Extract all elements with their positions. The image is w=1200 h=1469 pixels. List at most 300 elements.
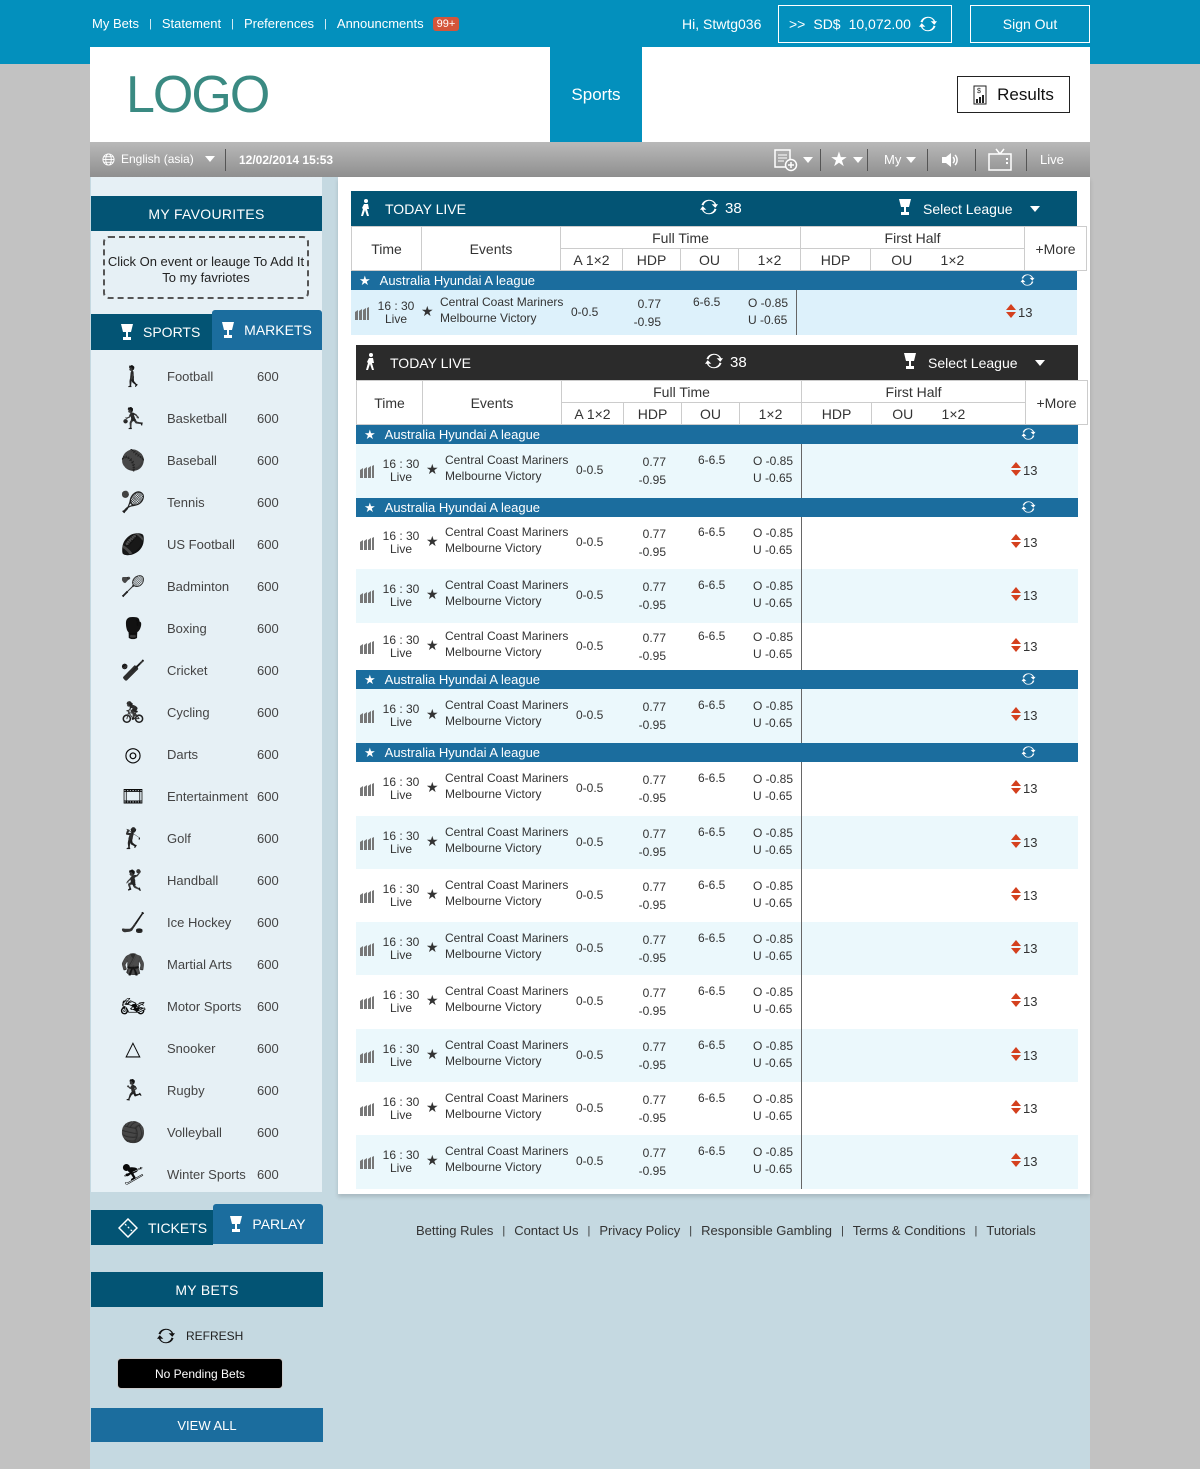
hdp-home-odds[interactable]: 0.77 (642, 630, 666, 645)
live-count-refresh[interactable] (704, 352, 747, 374)
results-chart-icon (973, 85, 987, 105)
hdp-home-odds[interactable]: 0.77 (642, 879, 666, 894)
my-dropdown[interactable] (884, 142, 916, 177)
footer-link-terms-conditions[interactable]: Terms & Conditions (852, 1223, 966, 1238)
over-odds[interactable]: O -0.85 (753, 699, 794, 713)
match-status: Live (389, 1054, 412, 1069)
tab-label: MARKETS (244, 322, 312, 338)
sidebar-item-cricket[interactable] (91, 649, 322, 691)
refresh-icon[interactable] (1020, 273, 1035, 290)
stats-icon[interactable] (359, 835, 375, 854)
divider (975, 149, 976, 171)
favourite-star-icon[interactable]: ★ (426, 636, 439, 653)
trophy-icon (230, 1216, 242, 1232)
favourite-star-icon[interactable]: ★ (426, 992, 439, 1008)
more-count: 13 (1023, 535, 1038, 550)
hdp-away-odds[interactable]: -0.95 (638, 844, 666, 859)
home-team[interactable]: Central Coast Mariners (440, 294, 564, 309)
match-time (375, 300, 417, 326)
over-odds[interactable]: O -0.85 (753, 526, 794, 540)
col-time: Time (357, 381, 423, 425)
away-team[interactable]: Melbourne Victory (445, 840, 542, 855)
away-team[interactable]: Melbourne Victory (445, 946, 542, 961)
hdp-home-odds[interactable]: 0.77 (642, 1092, 666, 1107)
sport-count: 600 (257, 494, 279, 510)
separator: | (689, 1224, 693, 1237)
walker-icon (364, 353, 378, 374)
teams (445, 452, 568, 484)
league-name: Australia Hyundai A league (379, 273, 536, 288)
sidebar-item-rugby[interactable] (91, 1069, 322, 1111)
match-row (356, 1082, 1078, 1135)
my-label: My (884, 152, 902, 167)
under-odds[interactable]: U -0.65 (753, 646, 793, 661)
stats-icon[interactable] (359, 1154, 375, 1173)
kickoff-time: 16 : 30 (382, 1148, 420, 1162)
home-team[interactable]: Central Coast Mariners (445, 984, 569, 998)
col-full-time: Full Time (562, 381, 802, 403)
ice-hockey-icon: 🏒 (120, 910, 146, 934)
over-odds[interactable]: O -0.85 (753, 454, 794, 468)
favourite-star-icon[interactable]: ★ (426, 938, 439, 955)
away-team[interactable]: Melbourne Victory (445, 714, 542, 728)
sidebar-item-entertainment[interactable] (91, 775, 322, 817)
star-icon[interactable]: ★ (364, 671, 376, 687)
add-bet-slip-dropdown[interactable] (774, 142, 813, 177)
nav-my-bets[interactable]: My Bets (92, 16, 139, 31)
sidebar-item-ice-hockey[interactable] (91, 901, 322, 943)
match-status: Live (389, 715, 412, 729)
sidebar-item-badminton[interactable] (91, 565, 322, 607)
sidebar-item-golf[interactable] (91, 817, 322, 859)
league-row[interactable] (356, 670, 1078, 689)
ou-odds (753, 1091, 793, 1125)
refresh-icon[interactable] (1021, 500, 1036, 517)
home-team[interactable]: Central Coast Mariners (445, 525, 569, 539)
match-status: Live (384, 311, 407, 326)
sidebar-item-martial-arts[interactable] (91, 943, 322, 985)
col-fh-1x2: 1×2 (934, 403, 1026, 425)
match-row (356, 444, 1078, 498)
stats-icon[interactable] (354, 305, 370, 324)
home-team[interactable]: Central Coast Mariners (445, 930, 569, 945)
footer-link-contact-us[interactable]: Contact Us (514, 1223, 579, 1238)
up-down-icon (1011, 587, 1021, 604)
sidebar-item-basketball[interactable] (91, 397, 322, 439)
hdp-home-odds[interactable]: 0.77 (642, 1039, 666, 1054)
results-label: Results (997, 84, 1054, 104)
teams (445, 824, 568, 856)
tab-sports[interactable]: Sports (550, 47, 642, 142)
divider (927, 149, 928, 171)
kickoff-time: 16 : 30 (382, 529, 420, 543)
chevron-down-icon (906, 157, 916, 163)
under-odds[interactable]: U -0.65 (748, 312, 788, 327)
stats-icon[interactable] (359, 888, 375, 907)
sport-count: 600 (257, 1082, 279, 1098)
over-odds[interactable]: O -0.85 (753, 579, 794, 593)
match-row (356, 569, 1078, 623)
sidebar-item-tennis[interactable] (91, 481, 322, 523)
odds-table-header (356, 380, 1088, 425)
block-title: TODAY LIVE (390, 354, 471, 371)
col-fh-hdp: HDP (801, 249, 871, 271)
teams (445, 1037, 568, 1069)
favourite-star-icon[interactable]: ★ (426, 779, 439, 795)
hdp-home-odds[interactable]: 0.77 (642, 700, 666, 714)
chevron-down-icon (853, 157, 863, 163)
more-markets-button[interactable]: +More (1025, 227, 1087, 271)
ou-line: 6-6.5 (698, 1090, 726, 1105)
under-odds[interactable]: U -0.65 (753, 1108, 793, 1123)
more-markets-count[interactable] (1011, 993, 1037, 1010)
col-ft-ou: OU (681, 249, 739, 271)
under-odds[interactable]: U -0.65 (753, 948, 793, 963)
over-odds[interactable]: O -0.85 (753, 825, 794, 840)
sidebar-item-snooker[interactable] (91, 1027, 322, 1069)
live-button[interactable]: Live (1040, 152, 1064, 167)
hdp-line: 0-0.5 (576, 638, 604, 653)
match-status: Live (389, 841, 412, 856)
match-row (356, 816, 1078, 869)
tab-tickets[interactable] (118, 1210, 207, 1245)
favourite-star-icon[interactable]: ★ (426, 1045, 439, 1062)
sport-name: Rugby (167, 1082, 205, 1098)
column-divider (801, 922, 802, 975)
refresh-icon (156, 1327, 176, 1345)
league-row[interactable] (356, 498, 1078, 517)
league-row[interactable] (356, 425, 1078, 444)
hdp-away-odds[interactable]: -0.95 (638, 598, 666, 612)
over-odds[interactable]: O -0.85 (753, 1038, 794, 1053)
away-team[interactable]: Melbourne Victory (445, 594, 542, 608)
hdp-home-odds[interactable]: 0.77 (642, 826, 666, 841)
sound-toggle[interactable] (940, 142, 960, 177)
hdp-home-odds[interactable]: 0.77 (642, 773, 666, 787)
match-time (380, 1043, 422, 1069)
sport-count: 600 (257, 578, 279, 594)
chevron-down-icon (1035, 360, 1045, 366)
over-odds[interactable]: O -0.85 (753, 772, 794, 786)
hdp-odds (636, 1091, 666, 1127)
star-icon[interactable]: ★ (364, 499, 376, 515)
nav-statement[interactable]: Statement (161, 16, 222, 31)
favourite-star-icon[interactable]: ★ (426, 1152, 439, 1168)
more-count: 13 (1023, 940, 1038, 956)
more-markets-count[interactable] (1011, 1047, 1037, 1064)
sidebar-item-motor-sports[interactable] (91, 985, 322, 1027)
more-count: 13 (1023, 834, 1038, 850)
favourite-star-icon[interactable]: ★ (421, 302, 434, 319)
footer-link-responsible-gambling[interactable]: Responsible Gambling (701, 1223, 832, 1238)
ou-line: 6-6.5 (698, 698, 726, 712)
over-odds[interactable]: O -0.85 (753, 985, 794, 999)
footer-link-tutorials[interactable]: Tutorials (986, 1223, 1036, 1238)
more-markets-count[interactable] (1006, 304, 1032, 321)
more-markets-count[interactable] (1011, 462, 1037, 479)
home-team[interactable]: Central Coast Mariners (445, 453, 569, 467)
over-odds[interactable]: O -0.85 (753, 1145, 794, 1159)
tab-markets[interactable] (212, 310, 322, 350)
up-down-icon (1011, 940, 1021, 957)
ou-odds (753, 629, 793, 663)
under-odds[interactable]: U -0.65 (753, 1002, 793, 1016)
under-odds[interactable]: U -0.65 (753, 895, 793, 910)
hdp-odds (636, 578, 666, 614)
home-team[interactable]: Central Coast Mariners (445, 1090, 569, 1105)
stats-icon[interactable] (359, 535, 375, 554)
refresh-icon (704, 352, 724, 374)
trophy-icon (904, 353, 916, 372)
match-time (380, 776, 422, 802)
over-odds[interactable]: O -0.85 (753, 1091, 794, 1106)
sport-name: Handball (167, 872, 219, 888)
sidebar-item-handball[interactable] (91, 859, 322, 901)
hdp-away-odds[interactable]: -0.95 (638, 950, 666, 965)
star-icon[interactable]: ★ (364, 744, 376, 760)
sports-markets-tabs (91, 314, 322, 350)
under-odds[interactable]: U -0.65 (753, 596, 793, 610)
basketball-icon: ⛹ (120, 406, 146, 430)
stats-icon[interactable] (359, 781, 375, 800)
sport-count: 600 (257, 368, 279, 384)
hdp-home-odds[interactable]: 0.77 (637, 296, 661, 311)
up-down-icon (1011, 834, 1021, 851)
tab-sports-list[interactable] (121, 314, 200, 350)
hdp-line: 0-0.5 (576, 940, 604, 955)
match-status: Live (389, 645, 412, 660)
sport-count: 600 (257, 662, 279, 678)
ou-line: 6-6.5 (698, 877, 726, 892)
hdp-away-odds[interactable]: -0.95 (638, 1164, 666, 1178)
stats-icon[interactable] (359, 1101, 375, 1120)
sidebar-item-us-football[interactable] (91, 523, 322, 565)
hdp-odds (636, 878, 666, 914)
home-team[interactable]: Central Coast Mariners (445, 578, 569, 592)
balance-button[interactable] (778, 5, 952, 43)
motor-sports-icon: 🏍 (120, 994, 146, 1018)
stats-icon[interactable] (359, 639, 375, 658)
sport-name: Boxing (167, 620, 207, 636)
sport-name: US Football (167, 536, 235, 552)
hdp-away-odds[interactable]: -0.95 (638, 791, 666, 805)
favourites-dropdown[interactable] (830, 142, 863, 177)
ou-line: 6-6.5 (698, 824, 726, 839)
home-team[interactable]: Central Coast Mariners (445, 877, 569, 892)
league-row[interactable] (351, 271, 1077, 290)
favourite-star-icon[interactable]: ★ (426, 586, 439, 602)
hdp-home-odds[interactable]: 0.77 (642, 932, 666, 947)
away-team[interactable]: Melbourne Victory (445, 1106, 542, 1121)
select-league-label: Select League (928, 354, 1018, 371)
more-markets-count[interactable] (1011, 638, 1037, 655)
under-odds[interactable]: U -0.65 (753, 789, 793, 803)
star-icon[interactable]: ★ (364, 426, 376, 442)
home-team[interactable]: Central Coast Mariners (445, 824, 569, 839)
hdp-away-odds[interactable]: -0.95 (638, 897, 666, 912)
col-ft-ou: OU (682, 403, 740, 425)
hdp-odds (636, 629, 666, 665)
more-markets-count[interactable] (1011, 780, 1037, 797)
sign-out-button[interactable]: Sign Out (970, 5, 1090, 43)
more-count: 13 (1023, 588, 1038, 603)
language-select[interactable] (102, 152, 215, 166)
favourite-star-icon[interactable]: ★ (426, 533, 439, 549)
column-divider (801, 1029, 802, 1082)
teams (445, 524, 568, 556)
more-markets-count[interactable] (1011, 1100, 1037, 1117)
over-odds[interactable]: O -0.85 (753, 629, 794, 644)
no-pending-bets: No Pending Bets (117, 1358, 283, 1389)
league-name: Australia Hyundai A league (384, 745, 541, 760)
hdp-home-odds[interactable]: 0.77 (642, 580, 666, 594)
under-odds[interactable]: U -0.65 (753, 716, 793, 730)
sidebar-item-cycling[interactable] (91, 691, 322, 733)
hdp-home-odds[interactable]: 0.77 (642, 527, 666, 541)
sidebar-item-baseball[interactable] (91, 439, 322, 481)
stats-icon[interactable] (359, 463, 375, 482)
chevron-down-icon (205, 156, 215, 162)
hdp-home-odds[interactable]: 0.77 (642, 1146, 666, 1160)
more-markets-count[interactable] (1011, 834, 1037, 851)
stats-icon[interactable] (359, 941, 375, 960)
tv-button[interactable] (988, 142, 1012, 177)
select-league-dropdown[interactable] (899, 199, 1040, 218)
hdp-away-odds[interactable]: -0.95 (638, 648, 666, 663)
sport-name: Baseball (167, 452, 217, 468)
football-icon: 🚶 (120, 364, 146, 388)
view-all-button[interactable]: VIEW ALL (91, 1408, 323, 1442)
away-team[interactable]: Melbourne Victory (440, 310, 537, 325)
away-team[interactable]: Melbourne Victory (445, 469, 542, 483)
footer-link-betting-rules[interactable]: Betting Rules (416, 1223, 494, 1238)
home-team[interactable]: Central Coast Mariners (445, 628, 569, 643)
favourite-star-icon[interactable]: ★ (426, 706, 439, 722)
results-button[interactable] (957, 76, 1070, 113)
hdp-away-odds[interactable]: -0.95 (638, 1004, 666, 1018)
under-odds[interactable]: U -0.65 (753, 1055, 793, 1070)
star-icon: ★ (830, 149, 848, 171)
stats-icon[interactable] (359, 1048, 375, 1067)
hdp-line: 0-0.5 (576, 463, 604, 477)
home-team[interactable]: Central Coast Mariners (445, 698, 569, 712)
under-odds[interactable]: U -0.65 (753, 543, 793, 557)
favourite-star-icon[interactable]: ★ (426, 885, 439, 902)
live-count-refresh[interactable] (699, 198, 742, 220)
away-team[interactable]: Melbourne Victory (445, 541, 542, 555)
hdp-away-odds[interactable]: -0.95 (638, 545, 666, 559)
logo[interactable]: LOGO (126, 66, 269, 124)
refresh-button[interactable] (156, 1327, 243, 1345)
refresh-icon[interactable] (1021, 745, 1036, 762)
more-markets-count[interactable] (1011, 707, 1037, 724)
refresh-icon[interactable] (1021, 427, 1036, 444)
refresh-icon[interactable] (1021, 672, 1036, 689)
sidebar-item-winter-sports[interactable] (91, 1153, 322, 1195)
away-team[interactable]: Melbourne Victory (445, 644, 542, 659)
hdp-away-odds[interactable]: -0.95 (638, 718, 666, 732)
select-league-label: Select League (923, 200, 1013, 217)
favourite-star-icon[interactable]: ★ (426, 461, 439, 477)
away-team[interactable]: Melbourne Victory (445, 1053, 542, 1068)
home-team[interactable]: Central Coast Mariners (445, 771, 569, 785)
more-markets-count[interactable] (1011, 887, 1037, 904)
col-fh-hdp: HDP (802, 403, 872, 425)
more-markets-count[interactable] (1011, 1153, 1037, 1170)
hdp-away-odds[interactable]: -0.95 (633, 314, 661, 329)
separator: | (840, 1224, 844, 1237)
sport-count: 600 (257, 536, 279, 552)
stats-icon[interactable] (359, 994, 375, 1013)
more-markets-count[interactable] (1011, 534, 1037, 551)
tab-parlay[interactable] (213, 1204, 323, 1244)
ou-line: 6-6.5 (698, 525, 726, 539)
match-status: Live (389, 894, 412, 909)
hdp-away-odds[interactable]: -0.95 (638, 1057, 666, 1072)
match-row (356, 1029, 1078, 1082)
hdp-home-odds[interactable]: 0.77 (642, 986, 666, 1000)
nav-announcements[interactable]: Announcments (336, 16, 424, 31)
separator: | (502, 1224, 506, 1237)
more-markets-count[interactable] (1011, 587, 1037, 604)
nav-preferences[interactable]: Preferences (243, 16, 315, 31)
ou-odds (753, 1038, 793, 1072)
league-row[interactable] (356, 743, 1078, 762)
refresh-icon[interactable] (919, 15, 937, 33)
under-odds[interactable]: U -0.65 (753, 471, 793, 485)
toolbar (90, 142, 1090, 177)
over-odds[interactable]: O -0.85 (748, 295, 789, 310)
sidebar-item-darts[interactable] (91, 733, 322, 775)
hdp-odds (636, 1038, 666, 1074)
home-team[interactable]: Central Coast Mariners (445, 1037, 569, 1052)
away-team[interactable]: Melbourne Victory (445, 893, 542, 908)
sidebar-item-boxing[interactable] (91, 607, 322, 649)
hdp-away-odds[interactable]: -0.95 (638, 473, 666, 487)
stats-icon[interactable] (359, 588, 375, 607)
stats-icon[interactable] (359, 708, 375, 727)
sport-name: Tennis (167, 494, 205, 510)
sport-name: Volleyball (167, 1124, 222, 1140)
select-league-dropdown[interactable] (904, 353, 1045, 372)
away-team[interactable]: Melbourne Victory (445, 787, 542, 801)
hdp-home-odds[interactable]: 0.77 (642, 455, 666, 469)
ticket-icon (118, 1218, 138, 1238)
under-odds[interactable]: U -0.65 (753, 842, 793, 857)
more-markets-count[interactable] (1011, 940, 1037, 957)
more-count: 13 (1023, 1154, 1038, 1169)
over-odds[interactable]: O -0.85 (753, 931, 794, 946)
favourite-star-icon[interactable]: ★ (426, 832, 439, 849)
footer-link-privacy-policy[interactable]: Privacy Policy (599, 1223, 681, 1238)
trophy-icon (121, 324, 133, 340)
favourite-star-icon[interactable]: ★ (426, 1098, 439, 1115)
under-odds[interactable]: U -0.65 (753, 1162, 793, 1176)
more-markets-button[interactable]: +More (1026, 381, 1088, 425)
over-odds[interactable]: O -0.85 (753, 878, 794, 893)
up-down-icon (1011, 462, 1021, 479)
sidebar-item-volleyball[interactable] (91, 1111, 322, 1153)
star-icon[interactable]: ★ (359, 272, 371, 288)
match-time (380, 530, 422, 556)
away-team[interactable]: Melbourne Victory (445, 1000, 542, 1014)
home-team[interactable]: Central Coast Mariners (445, 1144, 569, 1158)
match-row (356, 517, 1078, 569)
sidebar-item-football[interactable] (91, 355, 322, 397)
away-team[interactable]: Melbourne Victory (445, 1160, 542, 1174)
hdp-away-odds[interactable]: -0.95 (638, 1110, 666, 1125)
match-time (380, 936, 422, 962)
